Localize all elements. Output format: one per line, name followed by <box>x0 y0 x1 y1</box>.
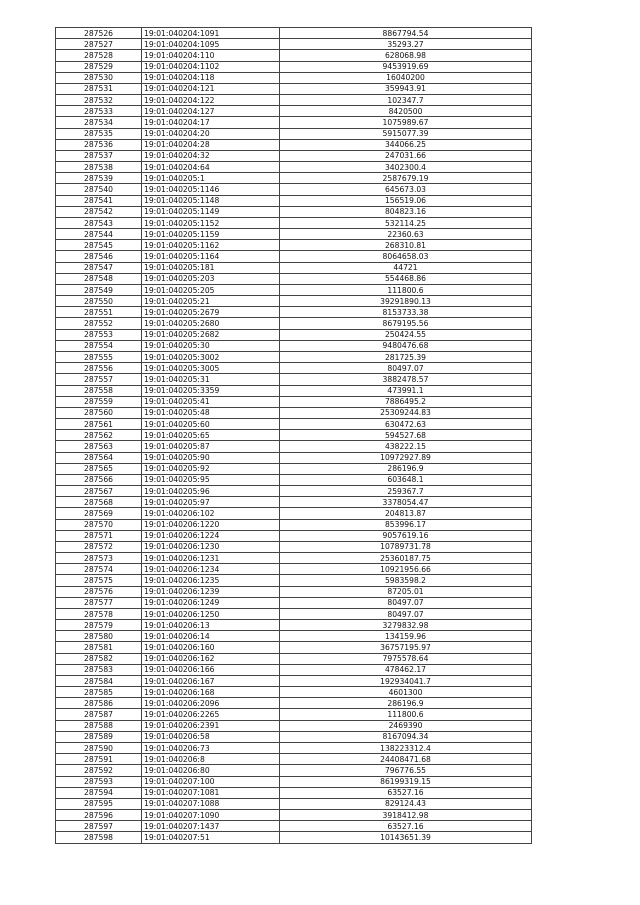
cadastral-value-cell: 438222.15 <box>280 441 532 452</box>
cadastral-value-cell: 359943.91 <box>280 83 532 94</box>
row-number-cell: 287573 <box>56 553 142 564</box>
cadastral-number-cell: 19:01:040207:51 <box>142 832 280 843</box>
row-number-cell: 287533 <box>56 106 142 117</box>
cadastral-number-cell: 19:01:040207:1088 <box>142 798 280 809</box>
cadastral-number-cell: 19:01:040205:96 <box>142 486 280 497</box>
row-number-cell: 287566 <box>56 474 142 485</box>
table-row <box>56 296 532 307</box>
cadastral-number-cell: 19:01:040205:181 <box>142 262 280 273</box>
cadastral-number-cell: 19:01:040204:122 <box>142 95 280 106</box>
row-number-cell: 287550 <box>56 296 142 307</box>
cadastral-number-cell: 19:01:040207:1081 <box>142 787 280 798</box>
cadastral-value-cell: 138223312.4 <box>280 743 532 754</box>
table-row <box>56 240 532 251</box>
cadastral-value-cell: 25360187.75 <box>280 553 532 564</box>
cadastral-number-cell: 19:01:040205:3002 <box>142 351 280 362</box>
cadastral-number-cell: 19:01:040205:205 <box>142 284 280 295</box>
cadastral-number-cell: 19:01:040205:1162 <box>142 240 280 251</box>
cadastral-number-cell: 19:01:040205:1149 <box>142 206 280 217</box>
cadastral-number-cell: 19:01:040206:58 <box>142 731 280 742</box>
cadastral-number-cell: 19:01:040206:2391 <box>142 720 280 731</box>
cadastral-value-cell: 7886495.2 <box>280 396 532 407</box>
table-row <box>56 329 532 340</box>
cadastral-number-cell: 19:01:040205:1 <box>142 173 280 184</box>
cadastral-value-cell: 10789731.78 <box>280 541 532 552</box>
row-number-cell: 287546 <box>56 251 142 262</box>
row-number-cell: 287598 <box>56 832 142 843</box>
table-row <box>56 83 532 94</box>
cadastral-number-cell: 19:01:040204:28 <box>142 139 280 150</box>
row-number-cell: 287534 <box>56 117 142 128</box>
cadastral-number-cell: 19:01:040205:3005 <box>142 363 280 374</box>
row-number-cell: 287560 <box>56 407 142 418</box>
cadastral-value-cell: 35293.27 <box>280 39 532 50</box>
row-number-cell: 287543 <box>56 217 142 228</box>
table-row <box>56 821 532 832</box>
table-row <box>56 597 532 608</box>
row-number-cell: 287565 <box>56 463 142 474</box>
cadastral-value-cell: 80497.07 <box>280 597 532 608</box>
table-row <box>56 340 532 351</box>
cadastral-value-cell: 156519.06 <box>280 195 532 206</box>
cadastral-number-cell: 19:01:040205:21 <box>142 296 280 307</box>
row-number-cell: 287593 <box>56 776 142 787</box>
row-number-cell: 287549 <box>56 284 142 295</box>
cadastral-number-cell: 19:01:040206:2265 <box>142 709 280 720</box>
row-number-cell: 287569 <box>56 508 142 519</box>
row-number-cell: 287547 <box>56 262 142 273</box>
cadastral-value-cell: 3378054.47 <box>280 497 532 508</box>
cadastral-number-cell: 19:01:040204:1102 <box>142 61 280 72</box>
table-row <box>56 28 532 39</box>
table-row <box>56 664 532 675</box>
row-number-cell: 287527 <box>56 39 142 50</box>
row-number-cell: 287587 <box>56 709 142 720</box>
cadastral-number-cell: 19:01:040207:1437 <box>142 821 280 832</box>
row-number-cell: 287529 <box>56 61 142 72</box>
table-row <box>56 530 532 541</box>
row-number-cell: 287545 <box>56 240 142 251</box>
cadastral-number-cell: 19:01:040206:13 <box>142 620 280 631</box>
cadastral-number-cell: 19:01:040205:1148 <box>142 195 280 206</box>
cadastral-value-cell: 8420500 <box>280 106 532 117</box>
cadastral-number-cell: 19:01:040206:1234 <box>142 564 280 575</box>
row-number-cell: 287555 <box>56 351 142 362</box>
cadastral-value-cell: 10143651.39 <box>280 832 532 843</box>
table-row <box>56 184 532 195</box>
cadastral-value-cell: 286196.9 <box>280 698 532 709</box>
cadastral-value-cell: 2587679.19 <box>280 173 532 184</box>
row-number-cell: 287577 <box>56 597 142 608</box>
table-row <box>56 508 532 519</box>
cadastral-value-cell: 3918412.98 <box>280 810 532 821</box>
cadastral-value-cell: 532114.25 <box>280 217 532 228</box>
row-number-cell: 287552 <box>56 318 142 329</box>
cadastral-value-cell: 9057619.16 <box>280 530 532 541</box>
row-number-cell: 287528 <box>56 50 142 61</box>
row-number-cell: 287564 <box>56 452 142 463</box>
table-row <box>56 430 532 441</box>
table-row <box>56 497 532 508</box>
cadastral-value-cell: 645673.03 <box>280 184 532 195</box>
row-number-cell: 287579 <box>56 620 142 631</box>
cadastral-value-cell: 628068.98 <box>280 50 532 61</box>
table-row <box>56 407 532 418</box>
cadastral-number-cell: 19:01:040206:162 <box>142 653 280 664</box>
row-number-cell: 287548 <box>56 273 142 284</box>
cadastral-value-cell: 63527.16 <box>280 787 532 798</box>
cadastral-value-cell: 796776.55 <box>280 765 532 776</box>
cadastral-value-cell: 5983598.2 <box>280 575 532 586</box>
table-row <box>56 743 532 754</box>
cadastral-value-cell: 250424.55 <box>280 329 532 340</box>
cadastral-value-cell: 4601300 <box>280 687 532 698</box>
row-number-cell: 287597 <box>56 821 142 832</box>
cadastral-value-cell: 44721 <box>280 262 532 273</box>
row-number-cell: 287596 <box>56 810 142 821</box>
table-row <box>56 608 532 619</box>
row-number-cell: 287582 <box>56 653 142 664</box>
table-row <box>56 363 532 374</box>
row-number-cell: 287562 <box>56 430 142 441</box>
cadastral-value-cell: 86199319.15 <box>280 776 532 787</box>
row-number-cell: 287544 <box>56 229 142 240</box>
cadastral-value-cell: 192934041.7 <box>280 675 532 686</box>
table-row <box>56 39 532 50</box>
cadastral-number-cell: 19:01:040206:167 <box>142 675 280 686</box>
cadastral-value-cell: 63527.16 <box>280 821 532 832</box>
row-number-cell: 287556 <box>56 363 142 374</box>
row-number-cell: 287551 <box>56 307 142 318</box>
table-row <box>56 675 532 686</box>
table-row <box>56 474 532 485</box>
cadastral-number-cell: 19:01:040206:1249 <box>142 597 280 608</box>
cadastral-value-cell: 25309244.83 <box>280 407 532 418</box>
cadastral-number-cell: 19:01:040204:118 <box>142 72 280 83</box>
cadastral-number-cell: 19:01:040205:90 <box>142 452 280 463</box>
cadastral-value-cell: 259367.7 <box>280 486 532 497</box>
cadastral-number-cell: 19:01:040204:110 <box>142 50 280 61</box>
table-row <box>56 273 532 284</box>
cadastral-value-cell: 554468.86 <box>280 273 532 284</box>
row-number-cell: 287568 <box>56 497 142 508</box>
cadastral-number-cell: 19:01:040205:65 <box>142 430 280 441</box>
table-row <box>56 709 532 720</box>
table-row <box>56 61 532 72</box>
cadastral-value-cell: 853996.17 <box>280 519 532 530</box>
cadastral-number-cell: 19:01:040205:95 <box>142 474 280 485</box>
table-row <box>56 419 532 430</box>
cadastral-number-cell: 19:01:040206:1250 <box>142 608 280 619</box>
table-row <box>56 687 532 698</box>
cadastral-number-cell: 19:01:040206:2096 <box>142 698 280 709</box>
table-row <box>56 832 532 843</box>
row-number-cell: 287575 <box>56 575 142 586</box>
table-row <box>56 284 532 295</box>
cadastral-number-cell: 19:01:040206:8 <box>142 754 280 765</box>
cadastral-value-cell: 630472.63 <box>280 419 532 430</box>
table-row <box>56 385 532 396</box>
table-row <box>56 553 532 564</box>
cadastral-value-cell: 3402300.4 <box>280 162 532 173</box>
row-number-cell: 287561 <box>56 419 142 430</box>
cadastral-number-cell: 19:01:040205:97 <box>142 497 280 508</box>
table-row <box>56 351 532 362</box>
cadastral-number-cell: 19:01:040206:168 <box>142 687 280 698</box>
table-row <box>56 586 532 597</box>
table-row <box>56 798 532 809</box>
cadastral-number-cell: 19:01:040205:1152 <box>142 217 280 228</box>
row-number-cell: 287572 <box>56 541 142 552</box>
cadastral-number-cell: 19:01:040205:1146 <box>142 184 280 195</box>
cadastral-value-cell: 111800.6 <box>280 709 532 720</box>
table-row <box>56 206 532 217</box>
cadastral-value-cell: 268310.81 <box>280 240 532 251</box>
row-number-cell: 287537 <box>56 150 142 161</box>
cadastral-value-cell: 829124.43 <box>280 798 532 809</box>
cadastral-number-cell: 19:01:040204:32 <box>142 150 280 161</box>
table-row <box>56 765 532 776</box>
cadastral-value-cell: 36757195.97 <box>280 642 532 653</box>
cadastral-value-cell: 22360.63 <box>280 229 532 240</box>
row-number-cell: 287538 <box>56 162 142 173</box>
row-number-cell: 287592 <box>56 765 142 776</box>
cadastral-value-cell: 8167094.34 <box>280 731 532 742</box>
cadastral-number-cell: 19:01:040204:121 <box>142 83 280 94</box>
row-number-cell: 287558 <box>56 385 142 396</box>
table-row <box>56 307 532 318</box>
cadastral-value-cell: 8153733.38 <box>280 307 532 318</box>
cadastral-value-cell: 80497.07 <box>280 608 532 619</box>
cadastral-value-cell: 10972927.89 <box>280 452 532 463</box>
row-number-cell: 287539 <box>56 173 142 184</box>
table-row <box>56 72 532 83</box>
table-row <box>56 139 532 150</box>
table-row <box>56 564 532 575</box>
row-number-cell: 287541 <box>56 195 142 206</box>
table-row <box>56 150 532 161</box>
cadastral-value-cell: 39291890.13 <box>280 296 532 307</box>
cadastral-number-cell: 19:01:040204:64 <box>142 162 280 173</box>
table-row <box>56 631 532 642</box>
cadastral-value-cell: 10921956.66 <box>280 564 532 575</box>
row-number-cell: 287576 <box>56 586 142 597</box>
table-row <box>56 463 532 474</box>
cadastral-number-cell: 19:01:040205:87 <box>142 441 280 452</box>
cadastral-number-cell: 19:01:040206:1230 <box>142 541 280 552</box>
cadastral-value-cell: 2469390 <box>280 720 532 731</box>
cadastral-number-cell: 19:01:040206:1224 <box>142 530 280 541</box>
table-row <box>56 787 532 798</box>
row-number-cell: 287567 <box>56 486 142 497</box>
row-number-cell: 287557 <box>56 374 142 385</box>
table-row <box>56 642 532 653</box>
table-row <box>56 117 532 128</box>
row-number-cell: 287590 <box>56 743 142 754</box>
table-row <box>56 128 532 139</box>
table-row <box>56 106 532 117</box>
cadastral-value-cell: 134159.96 <box>280 631 532 642</box>
cadastral-number-cell: 19:01:040205:1159 <box>142 229 280 240</box>
cadastral-value-cell: 8679195.56 <box>280 318 532 329</box>
row-number-cell: 287559 <box>56 396 142 407</box>
row-number-cell: 287540 <box>56 184 142 195</box>
table-row <box>56 452 532 463</box>
cadastral-number-cell: 19:01:040205:1164 <box>142 251 280 262</box>
cadastral-number-cell: 19:01:040205:31 <box>142 374 280 385</box>
cadastral-number-cell: 19:01:040205:60 <box>142 419 280 430</box>
row-number-cell: 287542 <box>56 206 142 217</box>
table-body <box>56 28 532 844</box>
cadastral-value-cell: 7975578.64 <box>280 653 532 664</box>
cadastral-value-cell: 1075989.67 <box>280 117 532 128</box>
cadastral-value-cell: 473991.1 <box>280 385 532 396</box>
row-number-cell: 287595 <box>56 798 142 809</box>
cadastral-number-cell: 19:01:040205:48 <box>142 407 280 418</box>
table-row <box>56 173 532 184</box>
cadastral-number-cell: 19:01:040206:14 <box>142 631 280 642</box>
cadastral-number-cell: 19:01:040205:30 <box>142 340 280 351</box>
row-number-cell: 287526 <box>56 28 142 39</box>
cadastral-value-cell: 80497.07 <box>280 363 532 374</box>
cadastral-number-cell: 19:01:040206:166 <box>142 664 280 675</box>
row-number-cell: 287584 <box>56 675 142 686</box>
table-row <box>56 575 532 586</box>
row-number-cell: 287530 <box>56 72 142 83</box>
row-number-cell: 287571 <box>56 530 142 541</box>
row-number-cell: 287591 <box>56 754 142 765</box>
cadastral-number-cell: 19:01:040205:3359 <box>142 385 280 396</box>
row-number-cell: 287532 <box>56 95 142 106</box>
row-number-cell: 287583 <box>56 664 142 675</box>
cadastral-value-cell: 478462.17 <box>280 664 532 675</box>
cadastral-number-cell: 19:01:040204:20 <box>142 128 280 139</box>
row-number-cell: 287553 <box>56 329 142 340</box>
row-number-cell: 287570 <box>56 519 142 530</box>
cadastral-number-cell: 19:01:040207:1090 <box>142 810 280 821</box>
row-number-cell: 287594 <box>56 787 142 798</box>
table-row <box>56 374 532 385</box>
cadastral-number-cell: 19:01:040205:41 <box>142 396 280 407</box>
row-number-cell: 287585 <box>56 687 142 698</box>
row-number-cell: 287588 <box>56 720 142 731</box>
cadastral-value-cell: 87205.01 <box>280 586 532 597</box>
cadastral-value-cell: 9453919.69 <box>280 61 532 72</box>
table-row <box>56 698 532 709</box>
table-row <box>56 776 532 787</box>
cadastral-number-cell: 19:01:040205:2682 <box>142 329 280 340</box>
table-row <box>56 396 532 407</box>
row-number-cell: 287580 <box>56 631 142 642</box>
table-row <box>56 318 532 329</box>
cadastral-value-cell: 8867794.54 <box>280 28 532 39</box>
cadastral-number-cell: 19:01:040206:1239 <box>142 586 280 597</box>
cadastral-value-cell: 3279832.98 <box>280 620 532 631</box>
row-number-cell: 287586 <box>56 698 142 709</box>
table-row <box>56 541 532 552</box>
row-number-cell: 287578 <box>56 608 142 619</box>
cadastral-value-cell: 344066.25 <box>280 139 532 150</box>
cadastral-number-cell: 19:01:040204:1095 <box>142 39 280 50</box>
table-row <box>56 217 532 228</box>
row-number-cell: 287574 <box>56 564 142 575</box>
cadastral-number-cell: 19:01:040206:160 <box>142 642 280 653</box>
table-row <box>56 195 532 206</box>
cadastral-number-cell: 19:01:040206:1235 <box>142 575 280 586</box>
row-number-cell: 287589 <box>56 731 142 742</box>
cadastral-value-cell: 603648.1 <box>280 474 532 485</box>
cadastral-number-cell: 19:01:040205:203 <box>142 273 280 284</box>
cadastral-value-cell: 5915077.39 <box>280 128 532 139</box>
cadastral-number-cell: 19:01:040207:100 <box>142 776 280 787</box>
table-row <box>56 251 532 262</box>
cadastral-number-cell: 19:01:040205:2679 <box>142 307 280 318</box>
cadastral-value-cell: 286196.9 <box>280 463 532 474</box>
cadastral-value-cell: 9480476.68 <box>280 340 532 351</box>
table-row <box>56 519 532 530</box>
cadastral-number-cell: 19:01:040205:2680 <box>142 318 280 329</box>
cadastral-value-cell: 281725.39 <box>280 351 532 362</box>
cadastral-number-cell: 19:01:040204:1091 <box>142 28 280 39</box>
cadastral-value-cell: 8064658.03 <box>280 251 532 262</box>
cadastral-value-cell: 594527.68 <box>280 430 532 441</box>
table-row <box>56 262 532 273</box>
cadastral-value-table <box>55 27 532 844</box>
cadastral-number-cell: 19:01:040204:17 <box>142 117 280 128</box>
cadastral-value-cell: 16040200 <box>280 72 532 83</box>
table-row <box>56 720 532 731</box>
cadastral-value-cell: 111800.6 <box>280 284 532 295</box>
table-row <box>56 229 532 240</box>
row-number-cell: 287554 <box>56 340 142 351</box>
cadastral-number-cell: 19:01:040205:92 <box>142 463 280 474</box>
table-row <box>56 731 532 742</box>
cadastral-value-cell: 102347.7 <box>280 95 532 106</box>
table-row <box>56 620 532 631</box>
row-number-cell: 287536 <box>56 139 142 150</box>
cadastral-number-cell: 19:01:040206:102 <box>142 508 280 519</box>
row-number-cell: 287581 <box>56 642 142 653</box>
table-row <box>56 754 532 765</box>
cadastral-number-cell: 19:01:040206:73 <box>142 743 280 754</box>
row-number-cell: 287563 <box>56 441 142 452</box>
cadastral-value-cell: 204813.87 <box>280 508 532 519</box>
cadastral-number-cell: 19:01:040206:1231 <box>142 553 280 564</box>
cadastral-value-cell: 247031.66 <box>280 150 532 161</box>
table-row <box>56 50 532 61</box>
table-row <box>56 162 532 173</box>
table-row <box>56 95 532 106</box>
cadastral-number-cell: 19:01:040206:80 <box>142 765 280 776</box>
table-row <box>56 486 532 497</box>
cadastral-number-cell: 19:01:040204:127 <box>142 106 280 117</box>
table-row <box>56 441 532 452</box>
table-row <box>56 810 532 821</box>
cadastral-value-cell: 3882478.57 <box>280 374 532 385</box>
cadastral-value-cell: 24408471.68 <box>280 754 532 765</box>
table-row <box>56 653 532 664</box>
cadastral-number-cell: 19:01:040206:1220 <box>142 519 280 530</box>
row-number-cell: 287535 <box>56 128 142 139</box>
row-number-cell: 287531 <box>56 83 142 94</box>
cadastral-value-cell: 804823.16 <box>280 206 532 217</box>
